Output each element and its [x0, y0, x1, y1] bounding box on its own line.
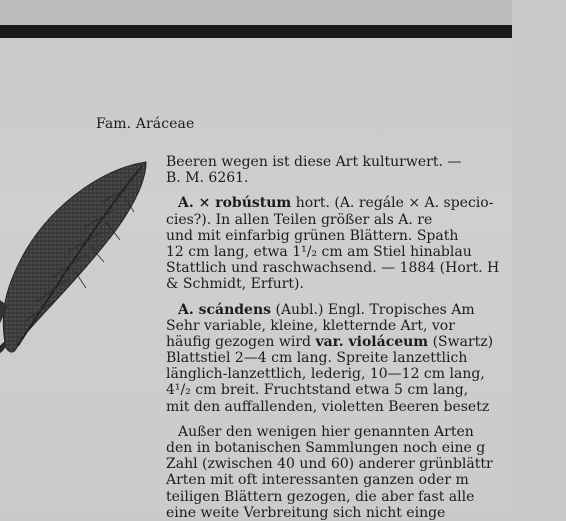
text-fragment: (Aubl.) Engl. Tropisches Am	[271, 301, 475, 318]
text-line: länglich-lanzettlich, lederig, 10—12 cm lang,	[166, 366, 485, 383]
page-top-edge	[0, 0, 512, 25]
species-name: A. scándens	[178, 301, 272, 318]
text-fragment: häufig gezogen wird	[166, 333, 316, 350]
paragraph-1	[166, 154, 566, 186]
variety-name: var. violáceum	[315, 333, 429, 350]
species-name: A. × robústum	[178, 195, 292, 212]
leaf-stalk	[0, 340, 6, 355]
paragraph-scandens	[166, 302, 566, 415]
text-line: eine weite Verbreitung sich nicht einge	[166, 504, 446, 521]
text-line: cies?). In allen Teilen größer als A. re	[166, 211, 433, 228]
text-line: mit den auffallenden, violetten Beeren besetz	[166, 398, 490, 415]
text-line: teiligen Blättern gezogen, die aber fast alle	[166, 488, 475, 505]
text-line: Blattstiel 2—4 cm lang. Spreite lanzettlich	[166, 350, 468, 367]
text-line: Arten mit oft interessanten ganzen oder m	[166, 472, 469, 489]
text-line: 4¹/₂ cm breit. Fruchtstand etwa 5 cm lang,	[166, 382, 469, 399]
text-line: Beeren wegen ist diese Art kulturwert. —	[166, 154, 462, 170]
text-fragment: hort. (A. regále × A. specio-	[291, 195, 494, 212]
body-text	[166, 154, 566, 521]
leaf-drawing	[0, 150, 156, 370]
text-line: Zahl (zwischen 40 und 60) anderer grünblättr	[166, 456, 493, 473]
text-line: Stattlich und raschwachsend. — 1884 (Hort. H	[166, 260, 500, 277]
leaf-illustration	[0, 150, 156, 370]
text-line: und mit einfarbig grünen Blättern. Spath	[166, 227, 459, 244]
text-line	[166, 195, 566, 211]
text-line	[166, 302, 566, 318]
paragraph-robustum	[166, 195, 566, 292]
header-rule	[0, 25, 512, 38]
text-line	[166, 334, 566, 350]
text-line: Außer den wenigen hier genannten Arten	[178, 423, 474, 440]
text-fragment: (Swartz)	[428, 333, 494, 350]
text-line: Sehr variable, kleine, kletternde Art, vor	[166, 317, 455, 334]
text-line: 12 cm lang, etwa 1¹/₂ cm am Stiel hinablau	[166, 243, 472, 260]
family-header: Fam. Aráceae	[96, 116, 195, 132]
text-line: & Schmidt, Erfurt).	[166, 276, 304, 293]
text-line: den in botanischen Sammlungen noch eine g	[166, 440, 486, 456]
paragraph-closing	[166, 424, 566, 521]
text-line: B. M. 6261.	[166, 170, 249, 187]
